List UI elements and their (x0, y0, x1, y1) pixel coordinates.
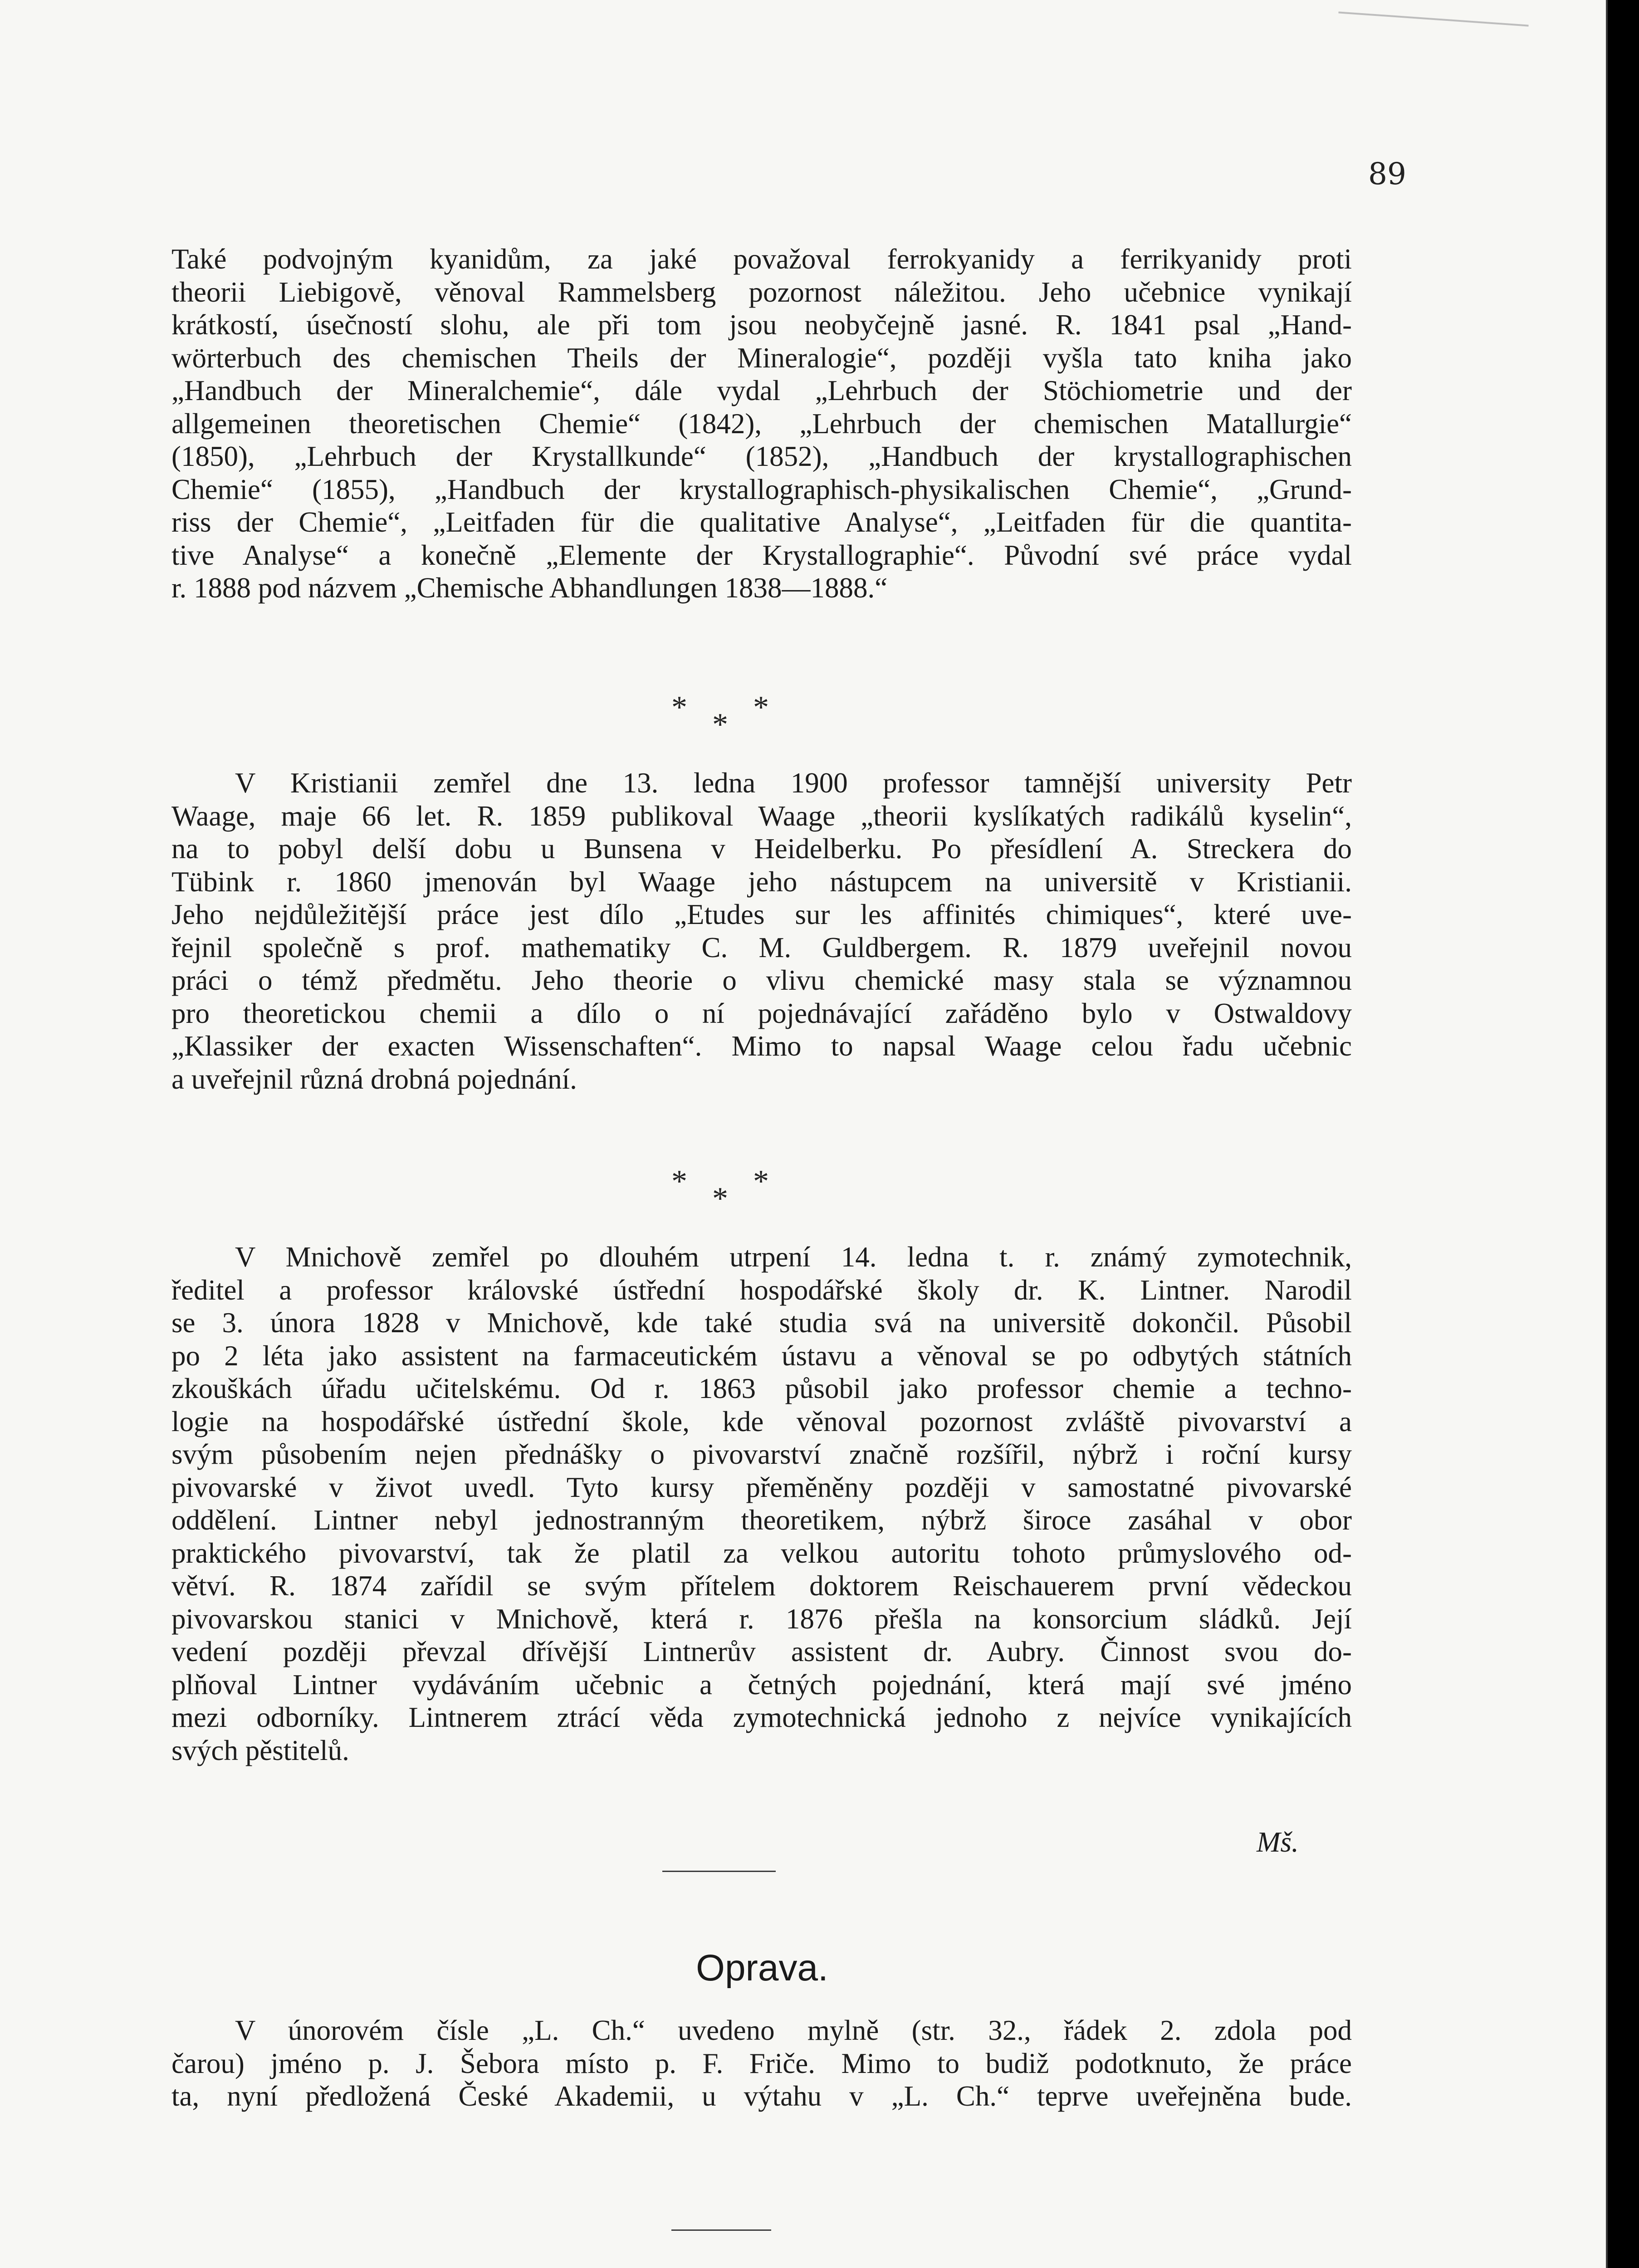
text-line: mezi odborníky. Lintnerem ztrácí věda zymotechnická jednoho z nejvíce vynikajících (171, 1701, 1352, 1733)
text-line: svých pěstitelů. (171, 1734, 349, 1766)
text-line: V únorovém čísle „L. Ch.“ uvedeno mylně (str. 32., řádek 2. zdola pod (235, 2014, 1352, 2046)
text-line: „Handbuch der Mineralchemie“, dále vydal „Lehrbuch der Stöchiometrie und der (171, 375, 1352, 406)
text-line: praktického pivovarství, tak že platil za velkou autoritu tohoto průmyslového od- (171, 1537, 1352, 1569)
text-line: vedení později převzal dřívější Lintnerův assistent dr. Aubry. Činnost svou do- (171, 1636, 1352, 1667)
text-line: ta, nyní předložená České Akademii, u výtahu v „L. Ch.“ teprve uveřejněna bude. (171, 2080, 1352, 2112)
asterisk: * (712, 1181, 728, 1216)
text-line: logie na hospodářské ústřední škole, kde věnoval pozornost zvláště pivovarství a (171, 1405, 1352, 1437)
scan-artifact (1338, 11, 1528, 26)
text-line: r. 1888 pod názvem „Chemische Abhandlungen 1838—1888.“ (171, 572, 888, 604)
end-rule (671, 2229, 771, 2231)
text-line: V Mnichově zemřel po dlouhém utrpení 14. ledna t. r. známý zymotechnik, (235, 1241, 1352, 1273)
text-line: Také podvojným kyanidům, za jaké považoval ferrokyanidy a ferrikyanidy proti (171, 243, 1352, 275)
text-line: „Klassiker der exacten Wissenschaften“. Mimo to napsal Waage celou řadu učebnic (171, 1030, 1352, 1062)
text-line: se 3. února 1828 v Mnichově, kde také studia svá na universitě dokončil. Působil (171, 1307, 1352, 1339)
text-line: tive Analyse“ a konečně „Elemente der Krystallographie“. Původní své práce vydal (171, 539, 1352, 571)
text-line: Chemie“ (1855), „Handbuch der krystallographisch-physikalischen Chemie“, „Grund- (171, 473, 1352, 505)
text-line: čarou) jméno p. J. Šebora místo p. F. Friče. Mimo to budiž podotknuto, že práce (171, 2047, 1352, 2079)
text-line: allgemeinen theoretischen Chemie“ (1842), „Lehrbuch der chemischen Matallurgie“ (171, 407, 1352, 440)
text-line: oddělení. Lintner nebyl jednostranným theoretikem, nýbrž široce zasáhal v obor (171, 1504, 1352, 1536)
text-line: Waage, maje 66 let. R. 1859 publikoval Waage „theorii kyslíkatých radikálů kyselin“, (171, 800, 1352, 832)
paragraph-waage (171, 767, 1352, 1095)
text-line: pro theoretickou chemii a dílo o ní pojednávající zařáděno bylo v Ostwaldovy (171, 997, 1352, 1029)
page-number: 89 (1368, 156, 1406, 191)
text-line: Jeho nejdůležitější práce jest dílo „Etudes sur les affinités chimiques“, které uve- (171, 899, 1352, 930)
text-line: práci o témž předmětu. Jeho theorie o vlivu chemické masy stala se významnou (171, 964, 1352, 996)
text-line: wörterbuch des chemischen Theils der Mineralogie“, později vyšla tato kniha jako (171, 342, 1352, 374)
paragraph-rammelsberg (171, 243, 1352, 605)
text-line: V Kristianii zemřel dne 13. ledna 1900 professor tamnější university Petr (235, 767, 1352, 799)
text-line: a uveřejnil různá drobná pojednání. (171, 1063, 577, 1095)
text-line: zkouškách úřadu učitelskému. Od r. 1863 působil jako professor chemie a techno- (171, 1373, 1352, 1404)
section-divider-asterism (671, 689, 853, 742)
text-line: větví. R. 1874 zařídil se svým přítelem doktorem Reischauerem první vědeckou (171, 1570, 1352, 1602)
section-heading: Oprava. (696, 1947, 828, 1989)
text-line: Tübink r. 1860 jmenován byl Waage jeho nástupcem na universitě v Kristianii. (171, 865, 1352, 898)
asterisk: * (712, 707, 728, 742)
text-line: řejnil společně s prof. mathematiky C. M. Guldbergem. R. 1879 uveřejnil novou (171, 931, 1352, 963)
paragraph-lintner (171, 1241, 1352, 1767)
text-line: (1850), „Lehrbuch der Krystallkunde“ (1852), „Handbuch der krystallographischen (171, 440, 1352, 472)
section-rule (662, 1871, 776, 1872)
asterisk: * (671, 690, 687, 725)
asterisk: * (671, 1164, 687, 1199)
asterisk: * (753, 1164, 769, 1199)
text-line: svým působením nejen přednášky o pivovarství značně rozšířil, nýbrž i roční kursy (171, 1438, 1352, 1470)
text-line: riss der Chemie“, „Leitfaden für die qualitative Analyse“, „Leitfaden für die quantita- (171, 506, 1352, 538)
author-signature: Mš. (1257, 1826, 1299, 1858)
text-line: theorii Liebigově, věnoval Rammelsberg pozornost náležitou. Jeho učebnice vynikají (171, 276, 1352, 308)
text-line: pivovarskou stanici v Mnichově, která r. 1876 přešla na konsorcium sládků. Její (171, 1603, 1352, 1635)
text-line: po 2 léta jako assistent na farmaceutickém ústavu a věnoval se po odbytých státních (171, 1339, 1352, 1372)
text-line: krátkostí, úsečností slohu, ale při tom jsou neobyčejně jasné. R. 1841 psal „Hand- (171, 309, 1352, 341)
section-divider-asterism (671, 1163, 853, 1216)
text-line: ředitel a professor královské ústřední hospodářské školy dr. K. Lintner. Narodil (171, 1274, 1352, 1306)
paragraph-erratum (171, 2014, 1352, 2113)
asterisk: * (753, 690, 769, 725)
text-line: pivovarské v život uvedl. Tyto kursy přeměněny později v samostatné pivovarské (171, 1471, 1352, 1503)
text-line: na to pobyl delší dobu u Bunsena v Heidelberku. Po přesídlení A. Streckera do (171, 833, 1352, 865)
text-line: plňoval Lintner vydáváním učebnic a četných pojednání, která mají své jméno (171, 1668, 1352, 1701)
